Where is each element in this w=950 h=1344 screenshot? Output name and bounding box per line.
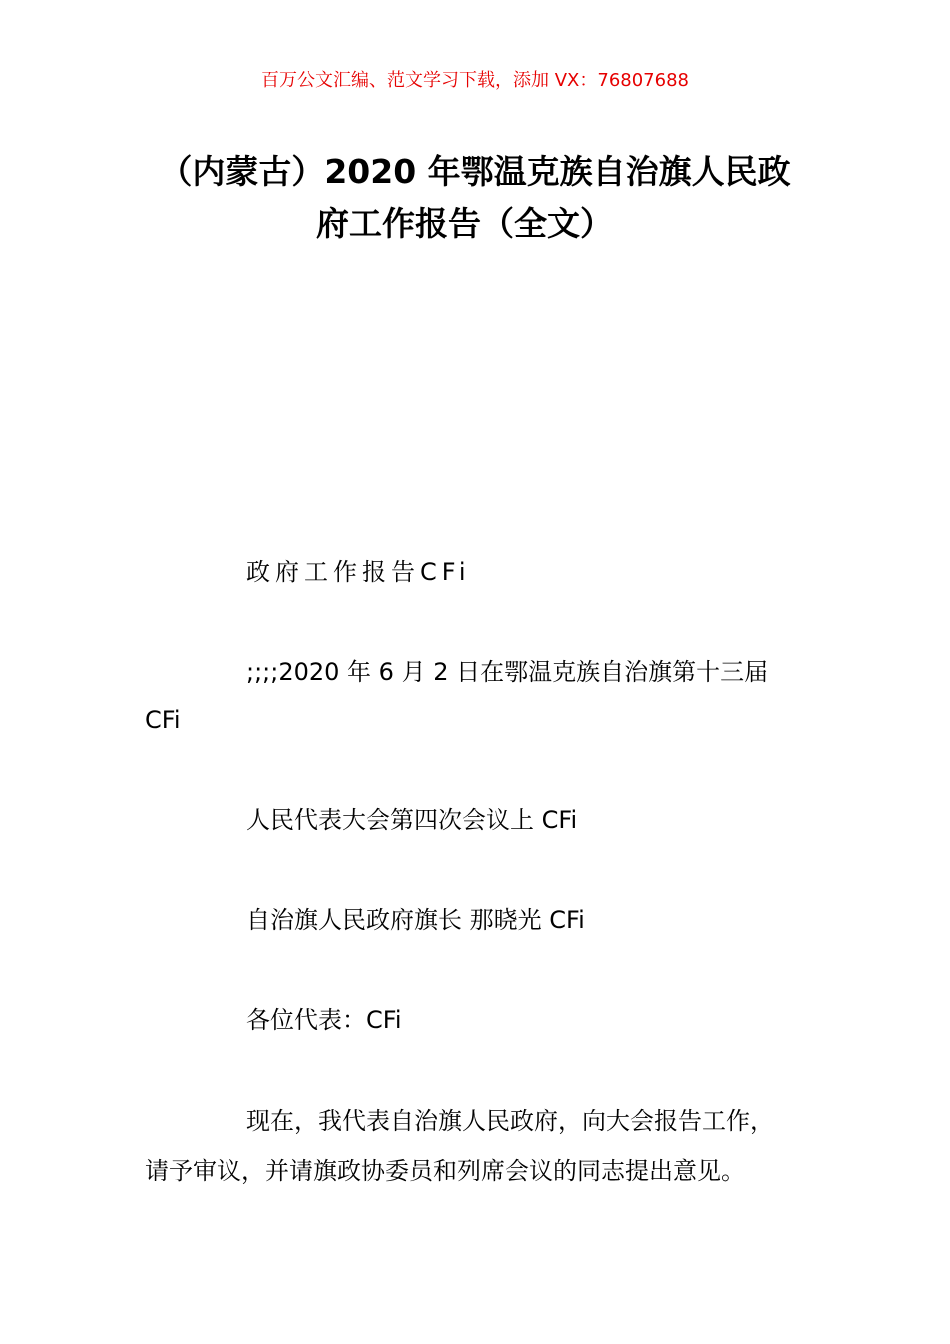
document-title [0, 146, 950, 250]
watermark-header: 百万公文汇编、范文学习下载，添加 VX：76807688 [261, 70, 689, 91]
opening-paragraph-line-2: 请予审议，并请旗政协委员和列席会议的同志提出意见。 [145, 1157, 745, 1185]
speaker-text: 自治旗人民政府旗长 那晓光 CFi [246, 906, 585, 934]
salutation-text: 各位代表：CFi [246, 1006, 402, 1034]
opening-paragraph-line-1: 现在，我代表自治旗人民政府，向大会报告工作， [246, 1107, 774, 1135]
title-line-1: （内蒙古）2020 年鄂温克族自治旗人民政 [159, 152, 791, 191]
opening-paragraph [145, 1096, 835, 1196]
meeting-date-continuation-text: CFi [145, 706, 181, 734]
report-heading-text: 政府工作报告CFi [246, 558, 471, 586]
meeting-date-text: ;;;;2020 年 6 月 2 日在鄂温克族自治旗第十三届 [246, 658, 769, 686]
title-line-2: 府工作报告（全文） [316, 204, 613, 243]
meeting-name-text: 人民代表大会第四次会议上 CFi [246, 806, 578, 834]
